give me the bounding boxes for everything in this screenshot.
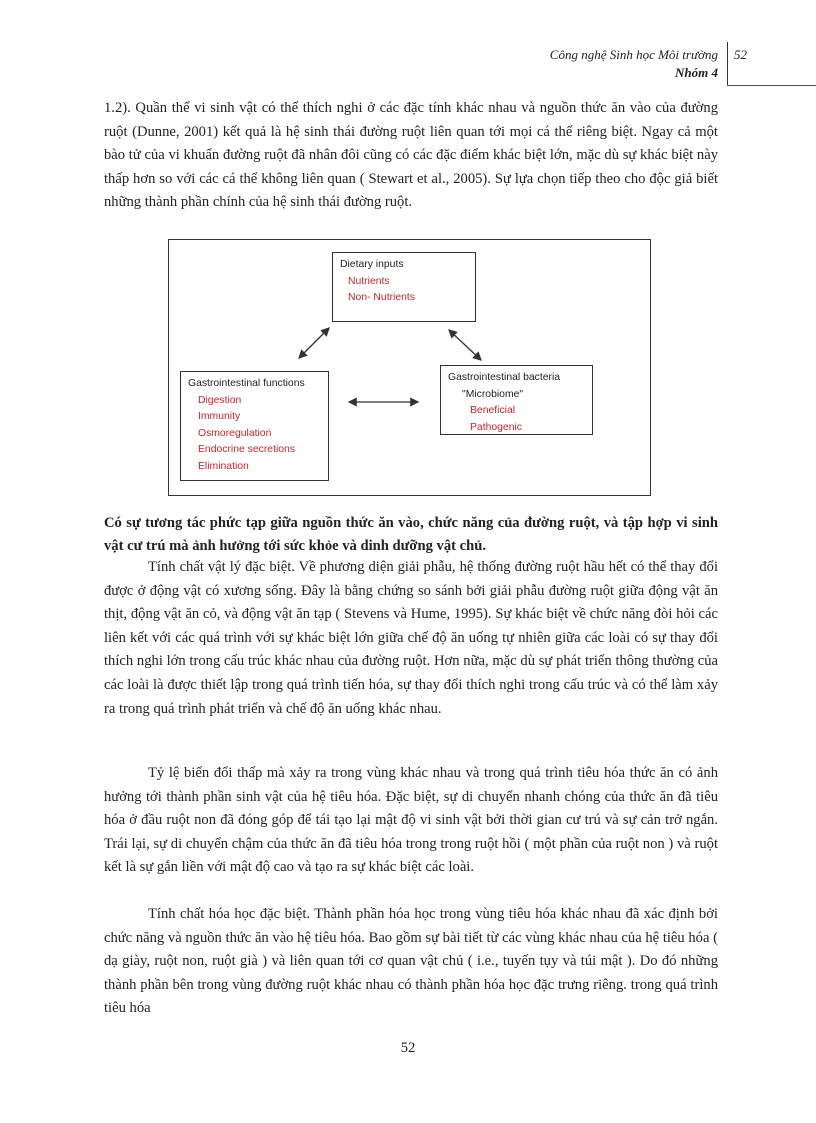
gi-item: Osmoregulation: [198, 427, 272, 439]
header-divider: [727, 42, 728, 86]
arrow-diet-bacteria: [449, 330, 481, 360]
bacteria-item: Pathogenic: [470, 421, 522, 433]
arrow-diet-gi: [299, 328, 329, 358]
figure-caption: Có sự tương tác phức tạp giữa nguồn thức ăn vào, chức năng của đường ruột, và tập hợp vi sinh vật cư trú mà ảnh hưởng tới sức khỏe và dinh dưỡng vật chủ.: [104, 515, 718, 554]
box-bacteria-title: Gastrointestinal bacteria: [448, 372, 561, 383]
bacteria-item: Beneficial: [470, 405, 516, 417]
box-dietary-title: Dietary inputs: [340, 259, 404, 270]
box-bacteria-subtitle: "Microbiome": [462, 388, 524, 400]
box-gi-bacteria: [440, 365, 593, 435]
dietary-item: Non- Nutrients: [348, 292, 415, 304]
header-course: Công nghệ Sinh học Môi trường: [549, 47, 718, 62]
paragraph-intro: 1.2). Quần thể vi sinh vật có thể thích nghi ở các đặc tính khác nhau và nguồn thức ăn vào của đường ruột (Dunne, 2001) kết quả là hệ sinh thái đường ruột liên quan tới mọi cá thể riêng biệt. Ngay cả một bào tử của vi khuẩn đường ruột đã nhân đôi cũng có các đặc điểm khác biệt lớn, mặc dù sự khác biệt này thấp hơn so với các cá thể không liên quan ( Stewart et al., 2005). Sự lựa chọn tiếp theo cho độc giả biết những thành phần chính của hệ sinh thái đường ruột.: [104, 100, 718, 211]
gi-item: Digestion: [198, 394, 242, 406]
gi-item: Immunity: [198, 411, 241, 423]
header-page-number: 52: [734, 47, 747, 62]
footer-page-number: 52: [400, 1040, 416, 1056]
dietary-item: Nutrients: [348, 275, 390, 287]
gi-item: Endocrine secretions: [198, 444, 296, 456]
header-group: Nhóm 4: [675, 65, 718, 80]
box-gi-functions: [180, 371, 329, 481]
paragraph-chemical: Tính chất hóa học đặc biệt. Thành phần hóa học trong vùng tiêu hóa khác nhau đã xác định bởi chức năng và nguồn thức ăn vào hệ tiêu hóa. Bao gồm sự bài tiết từ các vùng khác nhau của hệ tiêu hóa ( dạ giày, ruột non, ruột già ) và liên quan tới cơ quan vật chủ ( i.e., tuyến tụy và túi mật ). Do đó những thành phần bên trong vùng đường ruột khác nhau có thành phần hóa học đặc trưng riêng. trong quá trình tiêu hóa: [104, 906, 718, 1017]
box-dietary-inputs: [332, 252, 476, 322]
figure-gut-ecosystem: [168, 239, 651, 496]
header-underline: [727, 85, 816, 86]
header-title: [550, 46, 718, 82]
box-gi-title: Gastrointestinal functions: [188, 378, 305, 389]
paragraph-physical: Tính chất vật lý đặc biệt. Về phương diện giải phẫu, hệ thống đường ruột hầu hết có thể thay đổi được ở động vật có xương sống. Đây là bằng chứng so sánh bởi giải phẫu đường ruột giữa động vật ăn thịt, động vật ăn cỏ, và động vật ăn tạp ( Stevens và Hume, 1995). Sự khác biệt về chức năng đòi hỏi các liên kết với các quá trình với sự khác biệt lớn giữa chế độ ăn uống tự nhiên giữa các loài có sự thay đổi thích nghi lớn trong cấu trúc khác nhau của đường ruột. Hơn nữa, mặc dù sự phát triển thông thường của các loài là được thiết lập trong quá trình tiến hóa, sự thay đổi thích nghi trong cấu trúc và có thể làm xảy ra trong quá trình phát triển và chế độ ăn uống khác nhau.: [104, 559, 718, 717]
paragraph-transit: Tỷ lệ biến đổi thấp mà xảy ra trong vùng khác nhau và trong quá trình tiêu hóa thức ăn có ảnh hưởng tới thành phần sinh vật của hệ tiêu hóa. Đặc biệt, sự di chuyển nhanh chóng của thức ăn đã tiêu hóa ở đầu ruột non đã đóng góp để tái tạo lại mật độ vi sinh vật bởi thời gian cư trú và sự cản trở ngắn. Trái lại, sự di chuyển chậm của thức ăn đã tiêu hóa trong trong ruột hồi ( một phần của ruột non ) và ruột kết là sự gắn liền với mật độ cao và tạo ra sự khác biệt các loài.: [104, 765, 718, 876]
gi-item: Elimination: [198, 460, 249, 472]
